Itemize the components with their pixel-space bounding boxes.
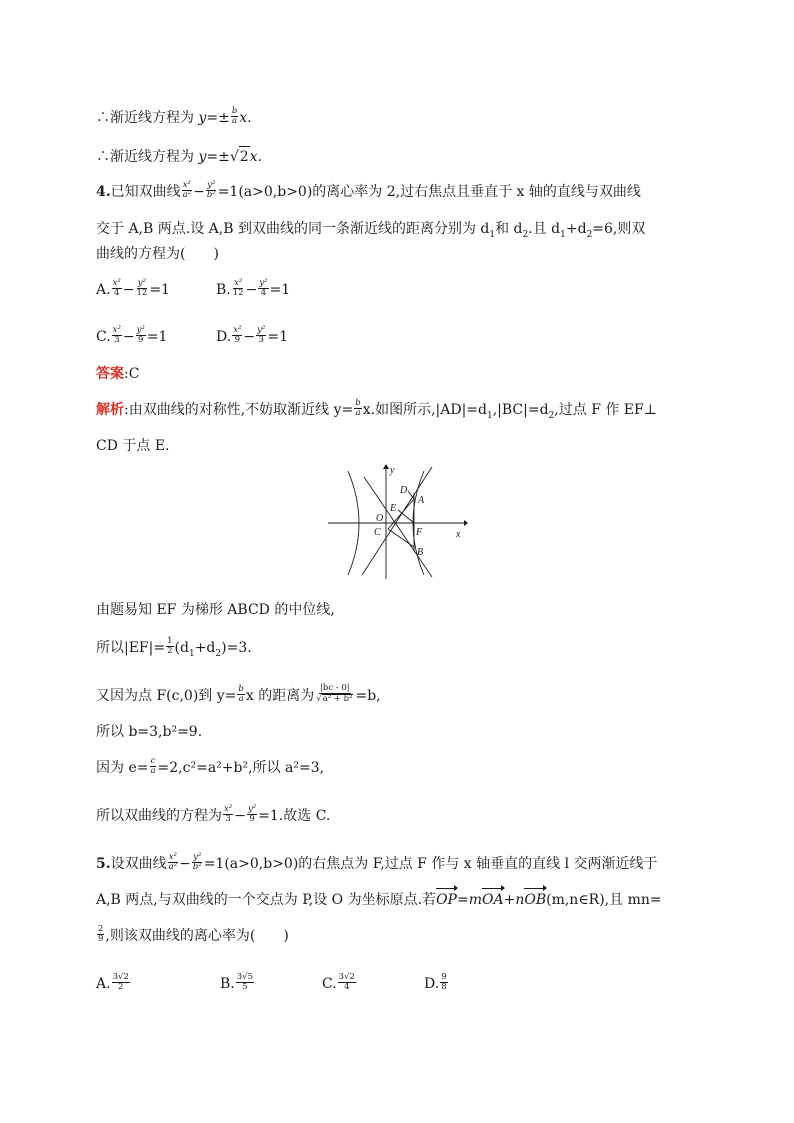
frac-den: a xyxy=(232,115,238,126)
text: ,|BC|=d xyxy=(492,402,549,418)
q4-option-d[interactable]: D. $\frac{\text{x²}}{9}$ − $\frac{\text{y²}}{3}$ =1 xyxy=(216,324,288,345)
q4-options-row-2 xyxy=(96,324,336,347)
sqrt-2: 2 xyxy=(239,146,250,167)
label-d: D xyxy=(400,485,408,496)
answer-value: :C xyxy=(124,366,140,382)
q4-analysis-line-1: 解析:由双曲线的对称性,不妨取渐近线 y= $\frac{b}{a}$ x.如图所示$,|AD|=d_1,|BC|=d_2$,过点 F 作 EF⊥ xyxy=(96,397,657,421)
text: ∴渐近线方程为 xyxy=(96,110,199,126)
analysis-label: 解析 xyxy=(96,402,124,418)
q5-option-a[interactable]: A. $\frac{3√2}{2}$ xyxy=(96,971,129,992)
label-o: O xyxy=(376,513,384,524)
q4-option-b[interactable]: B. $\frac{\text{x²}}{12}$ − $\frac{\text{y²}}{4}$ =1 xyxy=(216,277,291,298)
q4-number: 4. xyxy=(96,184,111,200)
q4-option-a[interactable]: A. $\frac{\text{x²}}{4}$ − $\frac{\text{y²}}{12}$ =1 xyxy=(96,277,170,298)
eq: y=± xyxy=(198,149,230,165)
text: 所以|EF|= xyxy=(96,640,166,656)
q5-number: 5. xyxy=(96,856,111,872)
text: =1.故选 C. xyxy=(258,808,331,824)
q5-option-b[interactable]: B. $\frac{3√5}{5}$ xyxy=(220,971,253,992)
text: x 的距离为 xyxy=(245,688,315,704)
answer-label: 答案 xyxy=(96,366,124,382)
text: =6,则双 xyxy=(592,221,646,237)
text: x.如图所示,|AD|=d xyxy=(362,402,487,418)
asymptote-line-1 xyxy=(96,105,252,128)
x-axis-arrow xyxy=(464,520,468,526)
text: CD 于点 E. xyxy=(96,438,170,454)
hyperbola-figure xyxy=(326,463,468,581)
y-axis-arrow xyxy=(383,464,389,469)
q4-option-c[interactable]: C. $\frac{\text{x²}}{3}$ − $\frac{\text{y²}}{9}$ =1 xyxy=(96,324,168,345)
segment-a xyxy=(408,491,414,499)
q5-stem-line-3: $\frac{2}{9}$ ,则该双曲线的离心率为( ) xyxy=(98,923,289,944)
q4-stem-line-1: 4.已知双曲线 $\frac{\text{x²}}{\text{a²}}$ − $\frac{\text{y²}}{\text{b²}}$ =1(a>0,b>0)的离心率为 2,过右焦点且垂直于 x 轴的直线与双曲线 xyxy=(96,179,641,200)
q4-solution-2: 所以|EF|= $\frac{1}{2}$ $(d_1+d_2)=3$. xyxy=(96,635,252,659)
label-c: C xyxy=(374,527,381,538)
text: (m,n∈R),且 mn= xyxy=(546,892,662,908)
label-x: x xyxy=(456,529,461,540)
q4-solution-6: 所以双曲线的方程为 $\frac{\text{x²}}{3}$ − $\frac{\text{y²}}{9}$ =1.故选 C. xyxy=(96,803,331,824)
q5-option-c[interactable]: C. $\frac{3√2}{4}$ xyxy=(322,971,355,992)
text: +d xyxy=(565,221,587,237)
fraction-b-over-a xyxy=(231,107,238,126)
eq: y=± xyxy=(198,110,230,126)
q4-analysis-line-2 xyxy=(96,436,170,456)
q5-options-row xyxy=(96,971,526,994)
label-f: F xyxy=(416,527,423,538)
text: +d xyxy=(194,640,216,656)
text: )=3. xyxy=(221,640,252,656)
q5-stem-line-1: 5.设双曲线 $\frac{\text{x²}}{\text{a²}}$ − $\frac{\text{y²}}{\text{b²}}$ =1(a>0,b>0)的右焦点为 F,过点 F 作与 x 轴垂直的直线 l 交两渐近线于 xyxy=(96,851,658,872)
q4-stem-line-2: 交于 A,B 两点.设 A,B 到双曲线的同一条渐近线的距离分别为 $d_1$和 $d_2$.且 $d_1+d_2=6$,则双 xyxy=(96,221,646,240)
q4-solution-1 xyxy=(96,600,335,620)
text: ,则该双曲线的离心率为( ) xyxy=(105,928,289,944)
q4-solution-4 xyxy=(96,722,202,742)
text: 交于 A,B 两点.设 A,B 到双曲线的同一条渐近线的距离分别为 d xyxy=(96,221,490,237)
text: =2,c²=a²+b²,所以 a²=3, xyxy=(157,760,325,776)
text: 所以 b=3,b²=9. xyxy=(96,724,203,740)
text: (d xyxy=(174,640,189,656)
text: :由双曲线的对称性,不妨取渐近线 y= xyxy=(124,402,354,418)
text: 已知双曲线 xyxy=(110,184,181,200)
text: 设双曲线 xyxy=(110,856,167,872)
q4-options-row-1 xyxy=(96,277,336,300)
suffix: x. xyxy=(239,110,252,126)
q4-answer xyxy=(96,364,139,384)
fraction: $\frac{\text{y²}}{\text{b²}}$ xyxy=(206,179,216,200)
text: =b, xyxy=(355,688,381,704)
dist-den: a² + b² xyxy=(322,694,353,704)
frac-num: b xyxy=(231,105,238,116)
text: 和 d xyxy=(495,221,523,237)
text: 由题易知 EF 为梯形 ABCD 的中位线, xyxy=(96,602,335,618)
label-y: y xyxy=(390,465,395,476)
vector-ob: OB xyxy=(524,892,547,908)
text: 所以双曲线的方程为 xyxy=(96,808,222,824)
asymptote-line-2: ∴渐近线方程为 y=±√2x. xyxy=(96,146,262,167)
suffix: x. xyxy=(249,149,263,165)
text: 曲线的方程为( ) xyxy=(96,246,219,262)
q4-solution-5: 因为 e= $\frac{c}{a}$ =2,c²=a²+b²,所以 a²=3, xyxy=(96,755,325,776)
q4-solution-3: 又因为点 F(c,0)到 y= $\frac{b}{a}$ x 的距离为 $\frac{|bc - 0|}{\text{√a² + b²}}$ =b, xyxy=(96,683,381,704)
text: .且 d xyxy=(528,221,561,237)
label-e: E xyxy=(390,503,397,514)
text: ,过点 F 作 EF⊥ xyxy=(554,402,657,418)
vector-oa: OA xyxy=(481,892,504,908)
dist-num: |bc - 0| xyxy=(320,683,350,693)
text: ∴渐近线方程为 xyxy=(96,149,199,165)
q5-stem-line-2: A,B 两点,与双曲线的一个交点为 P,设 O 为坐标原点.若OP=mOA+nOB(m,n∈R),且 mn= xyxy=(96,892,662,908)
q4-stem-line-3 xyxy=(96,244,219,264)
asymptote-1 xyxy=(362,467,432,575)
text: A,B 两点,与双曲线的一个交点为 P,设 O 为坐标原点.若 xyxy=(96,892,437,908)
vector-op: OP xyxy=(436,892,457,908)
q5-option-d[interactable]: D. $\frac{9}{8}$ xyxy=(424,971,447,992)
fraction: $\frac{\text{x²}}{\text{a²}}$ xyxy=(182,179,192,200)
text: 因为 e= xyxy=(96,760,149,776)
text: =1(a>0,b>0)的右焦点为 F,过点 F 作与 x 轴垂直的直线 l 交两渐近线于 xyxy=(203,856,658,872)
label-a: A xyxy=(418,495,425,506)
text: 又因为点 F(c,0)到 y= xyxy=(96,688,237,704)
text: =1(a>0,b>0)的离心率为 2,过右焦点且垂直于 x 轴的直线与双曲线 xyxy=(217,184,641,200)
label-b: B xyxy=(417,547,424,558)
